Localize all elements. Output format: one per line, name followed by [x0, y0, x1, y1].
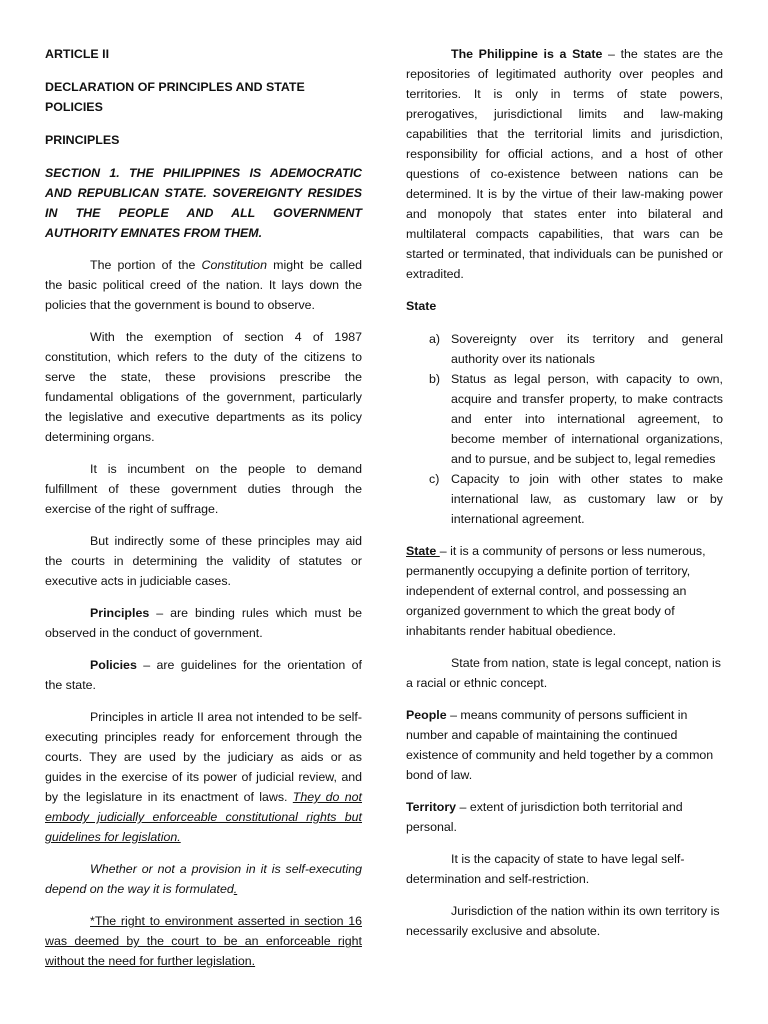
state-heading: State [406, 299, 437, 313]
left-column [45, 44, 362, 983]
list-item [406, 329, 723, 369]
people-term: People [406, 708, 447, 722]
principles-definition [45, 603, 362, 643]
underlined-italic-text: They do not embody judicially enforceable constitutional rights but guidelines for legislation. [45, 790, 362, 844]
definition-text: – are binding rules which must be observed in the conduct of government. [45, 606, 362, 640]
list-item-text: Status as legal person, with capacity to own, acquire and transfer property, to make contracts and enter into international agreement, to become member of international organizations, and to pursue, and be subject to, legal remedies [451, 372, 723, 466]
principles-term: Principles [90, 606, 150, 620]
section-1-text: SECTION 1. THE PHILIPPINES IS ADEMOCRATIC AND REPUBLICAN STATE. SOVEREIGNTY RESIDES IN THE PEOPLE AND ALL GOVERNMENT AUTHORITY EMNATES FROM THEM. [45, 166, 362, 240]
right-column [406, 44, 723, 953]
people-definition [406, 705, 723, 785]
state-definition [406, 541, 723, 641]
list-marker: c) [429, 472, 440, 486]
constitution-term: Constitution [201, 258, 267, 272]
paragraph-self-executing [45, 859, 362, 899]
list-item [406, 469, 723, 529]
philippine-state-term: The Philippine is a State [451, 47, 603, 61]
policies-definition [45, 655, 362, 695]
period-mark: . [233, 882, 238, 896]
paragraph-incumbent: It is incumbent on the people to demand fulfillment of these government duties through the exercise of the right of suffrage. [45, 462, 362, 516]
territory-definition [406, 797, 723, 837]
list-item-text: Sovereignty over its territory and general authority over its nationals [451, 332, 723, 366]
paragraph-text: Whether or not a provision in it is self-executing depend on the way it is formulated [45, 862, 362, 896]
territory-term: Territory [406, 800, 457, 814]
definition-text: – are guidelines for the orientation of the state. [45, 658, 362, 692]
state-attributes-list [406, 329, 723, 529]
paragraph-text: The portion of the [90, 258, 202, 272]
paragraph-text: – the states are the repositories of legitimated authority over peoples and territories. It is only in terms of state powers, prerogatives, jurisdictional limits and law-making capabilities that the territorial limits and jurisdiction, responsibility for official actions, and a host of other questions of co-existence between nations can be determined. It is by the virtue of their law-making power and monopoly that states enter into bilateral and multilateral compacts capabilities, that wars can be started or terminated, that individuals can be punished or extradited. [406, 47, 723, 281]
declaration-heading: DECLARATION OF PRINCIPLES AND STATE POLICIES [45, 80, 305, 114]
list-item [406, 369, 723, 469]
state-term: State [406, 544, 440, 558]
paragraph-environment-right: *The right to environment asserted in section 16 was deemed by the court to be an enforceable right without the need for further legislation. [45, 914, 362, 968]
paragraph-article-ii [45, 707, 362, 847]
principles-heading: PRINCIPLES [45, 133, 120, 147]
definition-text: – means community of persons sufficient in number and capable of maintaining the continued existence of community and held together by a common bond of law. [406, 708, 714, 782]
paragraph-exemption: With the exemption of section 4 of 1987 constitution, which refers to the duty of the citizens to serve the state, these provisions prescribe the fundamental obligations of the government, particularly the legislative and executive departments as its policy determining organs. [45, 330, 362, 444]
paragraph-text: Principles in article II area not intended to be self-executing principles ready for enforcement through the courts. They are used by the judiciary as aids or as guides in the exercise of its power of judicial review, and by the legislature in its enactment of laws. [45, 710, 362, 804]
paragraph-capacity: It is the capacity of state to have legal self-determination and self-restriction. [406, 852, 685, 886]
list-marker: a) [429, 332, 441, 346]
definition-text: – it is a community of persons or less numerous, permanently occupying a definite portion of territory, independent of external control, and possessing an organized government to which the great body of inhabitants render habitual obedience. [406, 544, 706, 638]
paragraph-constitution [45, 255, 362, 315]
paragraph-indirectly: But indirectly some of these principles may aid the courts in determining the validity of statutes or executive acts in judiciable cases. [45, 534, 362, 588]
paragraph-state-nation: State from nation, state is legal concept, nation is a racial or ethnic concept. [406, 656, 721, 690]
paragraph-text: might be called the basic political creed of the nation. It lays down the policies that the government is bound to observe. [45, 258, 362, 312]
article-heading: ARTICLE II [45, 47, 110, 61]
list-item-text: Capacity to join with other states to make international law, as customary law or by international agreement. [451, 472, 723, 526]
definition-text: – extent of jurisdiction both territorial and personal. [406, 800, 683, 834]
paragraph-jurisdiction: Jurisdiction of the nation within its own territory is necessarily exclusive and absolute. [406, 904, 720, 938]
list-marker: b) [429, 372, 441, 386]
paragraph-philippine-state [406, 44, 723, 284]
policies-term: Policies [90, 658, 137, 672]
